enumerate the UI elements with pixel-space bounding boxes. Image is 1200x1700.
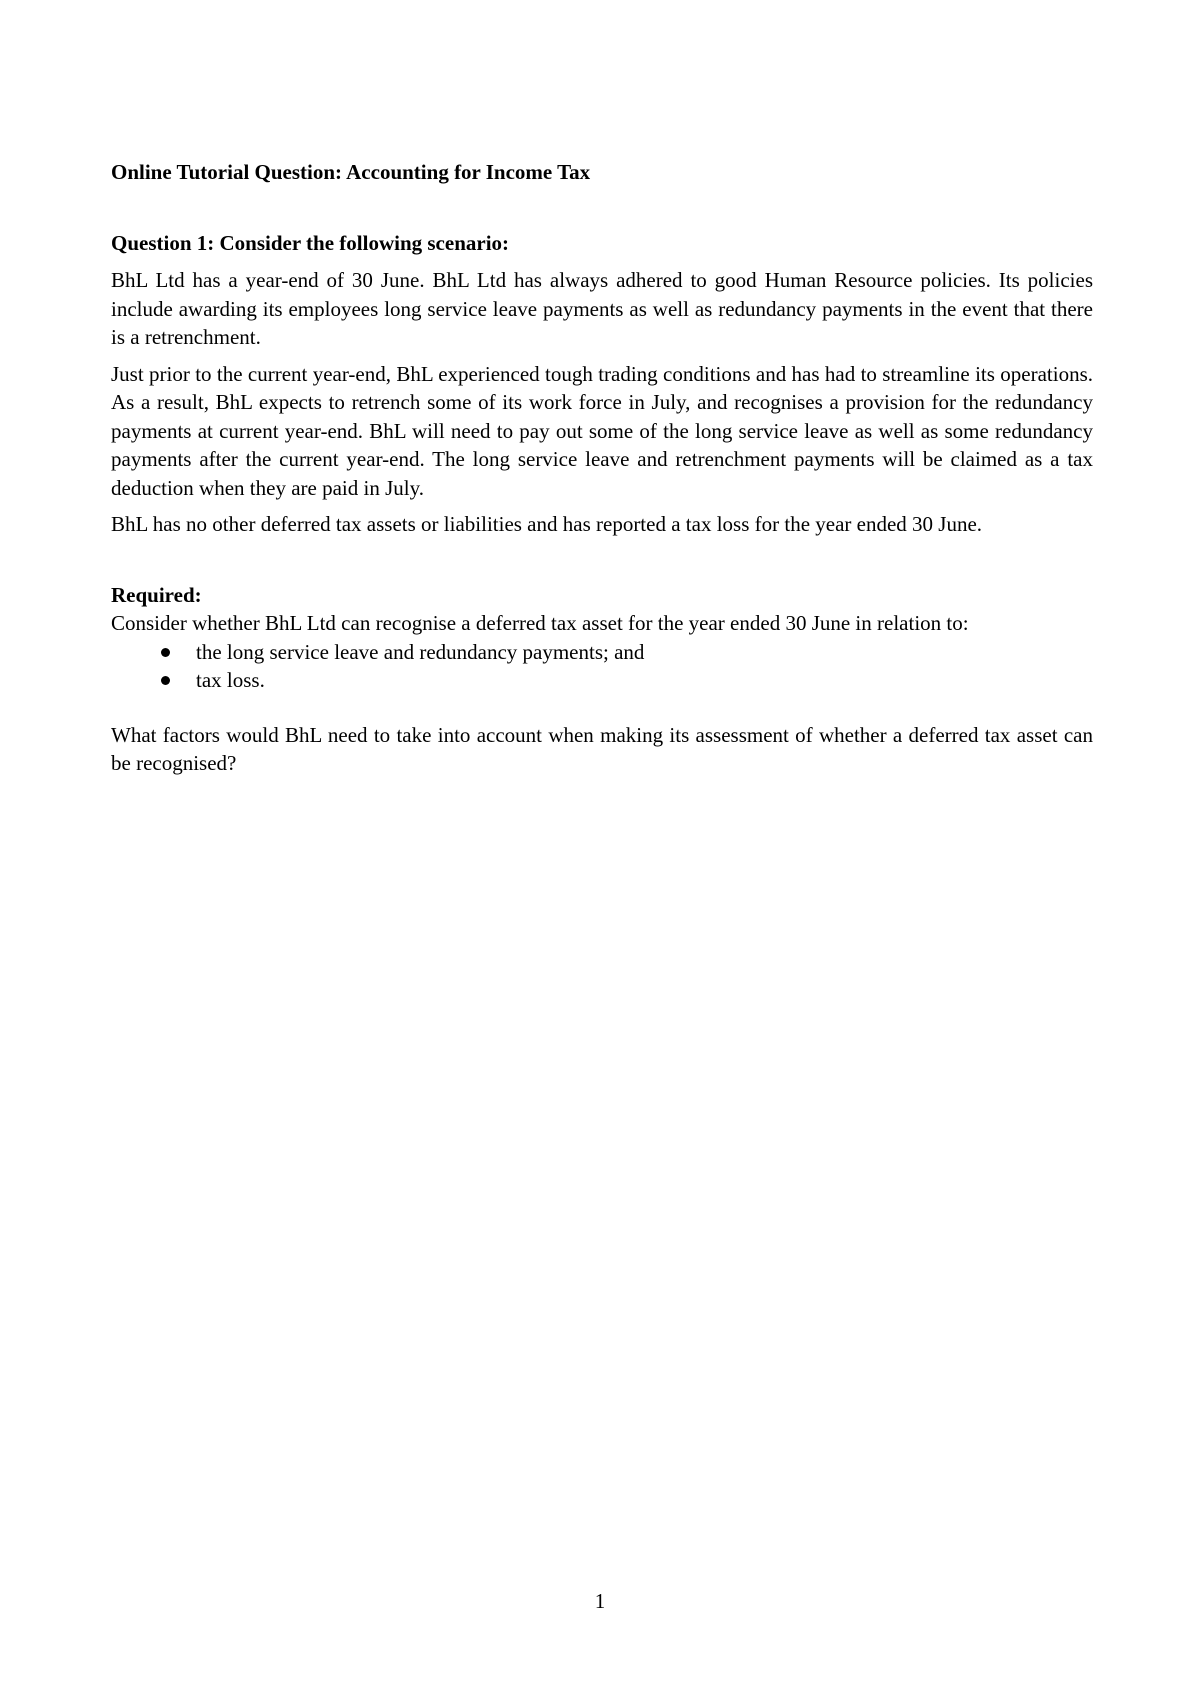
final-question: What factors would BhL need to take into account when making its assessment of whether a deferred tax asset can be recognised? [111,722,1093,775]
bullet-icon [161,676,170,685]
scenario-paragraph-2: Just prior to the current year-end, BhL experienced tough trading conditions and has had to streamline its operations. As a result, BhL expects to retrench some of its work force in July, and recognises a provision for the redundancy payments at current year-end. BhL will need to pay out some of the long service leave as well as some redundancy payments after the current year-end. The long service leave and retrenchment payments will be claimed as a tax deduction when they are paid in July. [111,361,1093,500]
bullet-item [161,638,1093,667]
document-title: Online Tutorial Question: Accounting for Income Tax [111,160,591,184]
scenario-paragraph-1: BhL Ltd has a year-end of 30 June. BhL Ltd has always adhered to good Human Resource policies. Its policies include awarding its employees long service leave payments as well as redundancy payments in the event that there is a retrenchment. [111,268,1093,349]
bullet-text: the long service leave and redundancy payments; and [196,639,645,664]
required-bullet-list [111,638,1093,695]
question-heading: Question 1: Consider the following scenario: [111,230,510,255]
bullet-text: tax loss. [196,668,265,692]
bullet-icon [161,648,170,657]
required-text: Consider whether BhL Ltd can recognise a deferred tax asset for the year ended 30 June in relation to: [111,611,969,635]
page-number: 1 [594,1589,606,1613]
scenario-paragraph-3: BhL has no other deferred tax assets or liabilities and has reported a tax loss for the year ended 30 June. [111,512,983,536]
document-body [111,158,1093,778]
bullet-item [161,666,1093,695]
required-heading: Required: [111,582,202,607]
